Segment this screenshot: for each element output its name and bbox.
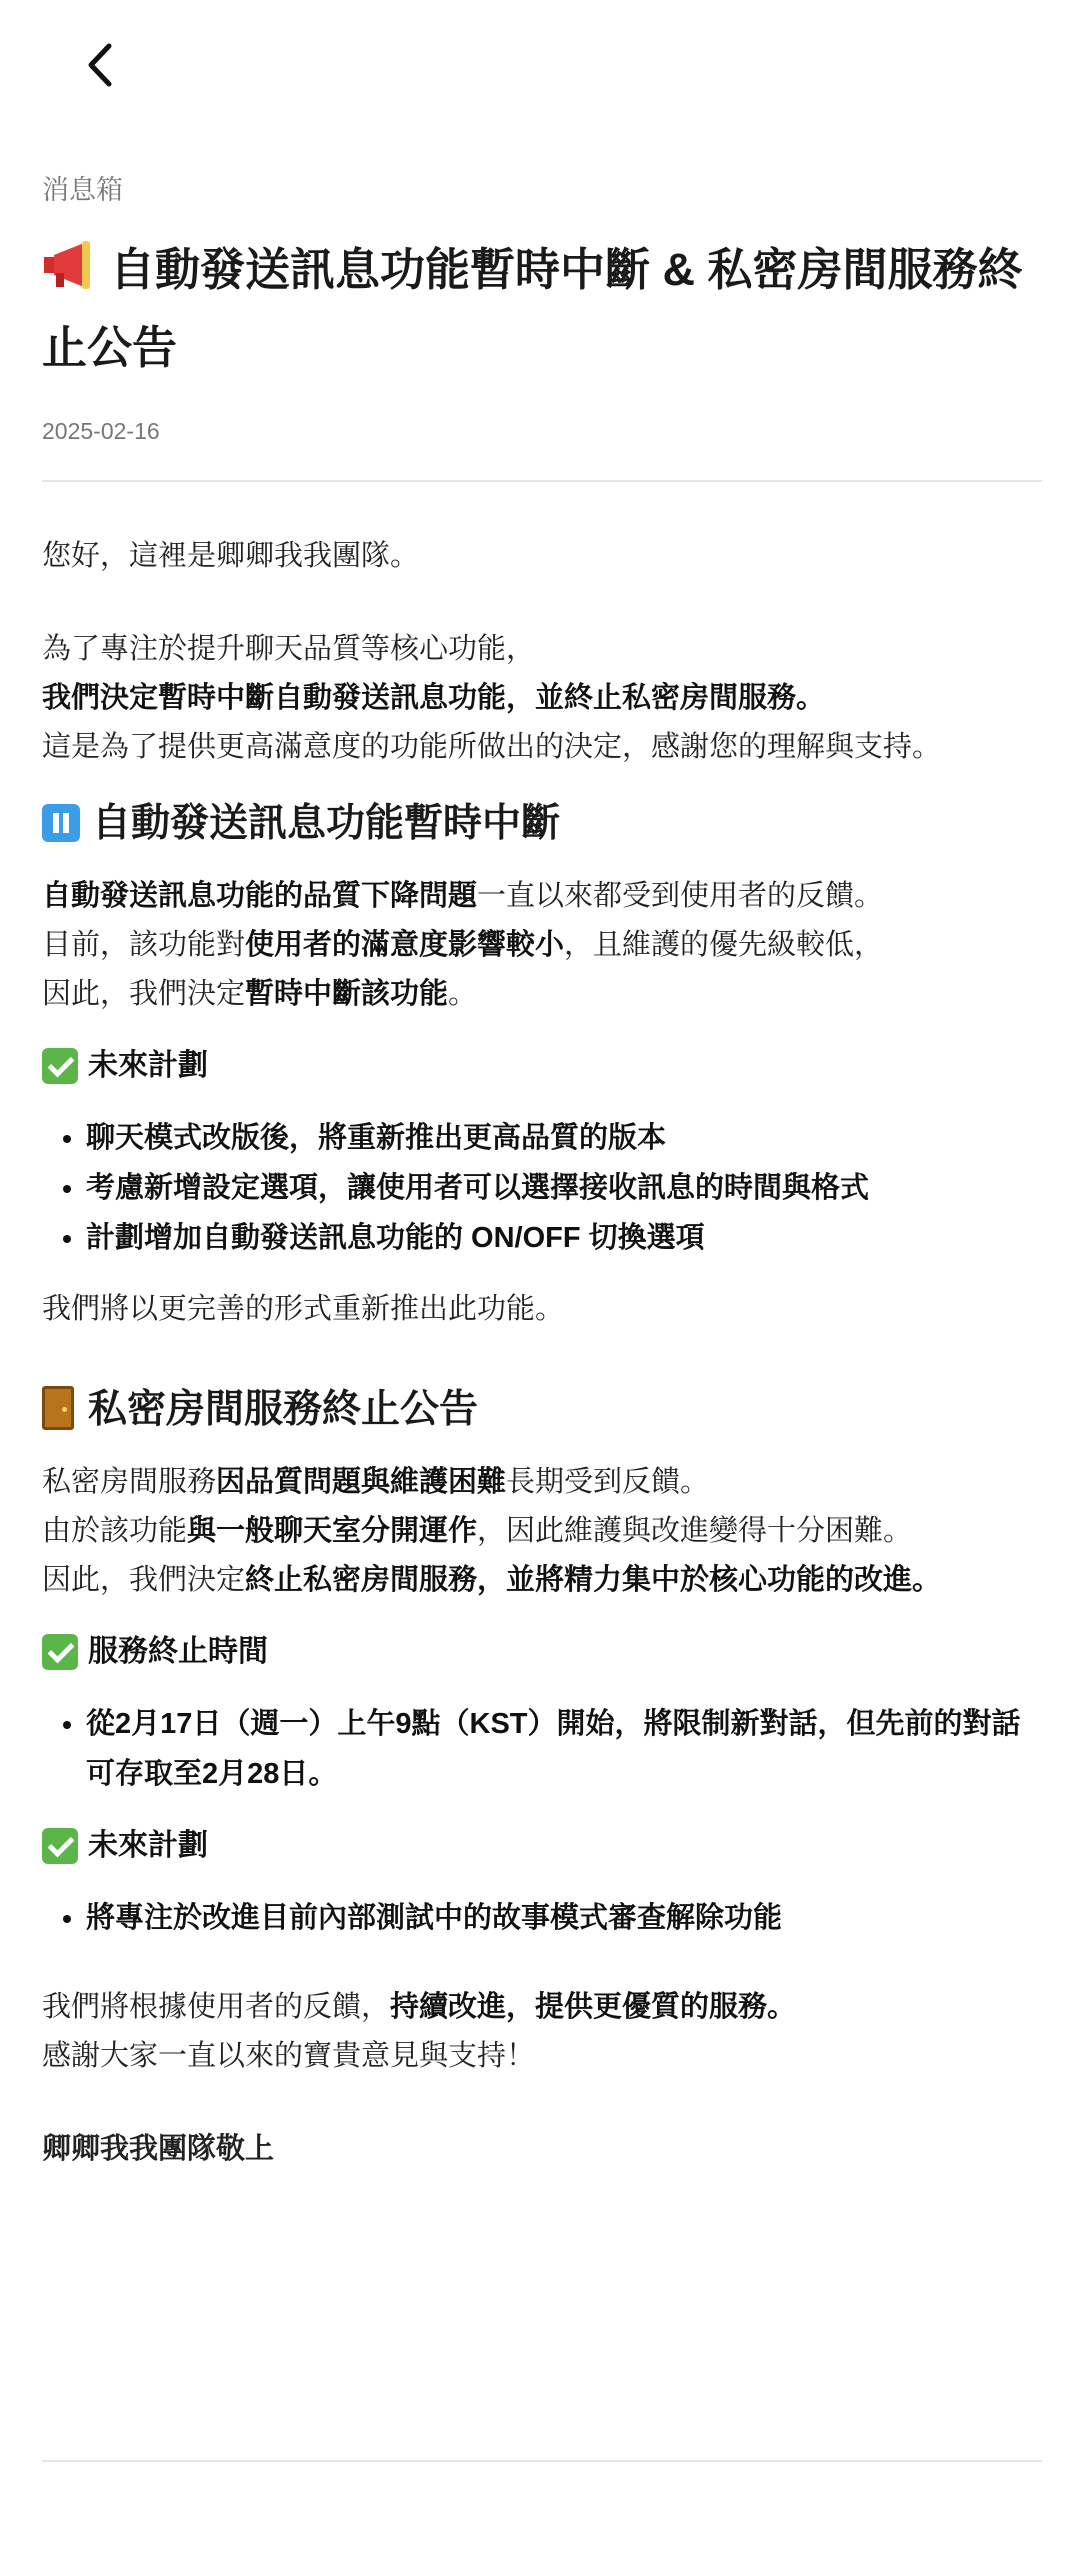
subheading-service-end-time: 服務終止時間: [42, 1627, 1042, 1677]
section1-para-2: 目前，該功能對使用者的滿意度影響較小，且維護的優先級較低，: [42, 929, 884, 961]
back-button[interactable]: [70, 30, 130, 100]
section1-closing: 我們將以更完善的形式重新推出此功能。: [42, 1293, 565, 1325]
closing-line-2: 感謝大家一直以來的寶貴意見與支持！: [42, 2040, 536, 2072]
section2-para-2: 由於該功能與一般聊天室分開運作，因此維護與改進變得十分困難。: [42, 1515, 913, 1547]
divider: [42, 480, 1042, 482]
service-end-list: [42, 1699, 1042, 1799]
title-text: 自動發送訊息功能暫時中斷 & 私密房間服務終止公告: [42, 244, 1023, 373]
future-plan-list-2: [42, 1893, 1042, 1943]
check-mark-icon: [42, 1634, 78, 1670]
list-item: • 將專注於改進目前內部測試中的故事模式審查解除功能: [86, 1893, 1042, 1943]
bottom-divider: [42, 2460, 1042, 2462]
pause-icon: [42, 804, 80, 842]
check-mark-icon: [42, 1048, 78, 1084]
closing-line-1: 我們將根據使用者的反饋，持續改進，提供更優質的服務。: [42, 1991, 797, 2023]
list-item: • 從2月17日（週一）上午9點（KST）開始，將限制新對話，但先前的對話可存取至2月28日。: [86, 1699, 1042, 1799]
check-mark-icon: [42, 1828, 78, 1864]
intro-line-1: 為了專注於提升聊天品質等核心功能，: [42, 633, 536, 665]
list-item: • 聊天模式改版後，將重新推出更高品質的版本: [86, 1113, 1042, 1163]
subheading-future-plan: 未來計劃: [42, 1041, 1042, 1091]
subheading-future-plan-2: 未來計劃: [42, 1821, 1042, 1871]
intro-line-3: 這是為了提供更高滿意度的功能所做出的決定，感謝您的理解與支持。: [42, 731, 942, 763]
greeting: 您好，這裡是卿卿我我團隊。: [42, 540, 420, 572]
megaphone-icon: [42, 239, 98, 312]
section2-para-1: 私密房間服務因品質問題與維護困難長期受到反饋。: [42, 1466, 710, 1498]
list-item: • 考慮新增設定選項，讓使用者可以選擇接收訊息的時間與格式: [86, 1163, 1042, 1213]
breadcrumb[interactable]: 消息箱: [42, 175, 123, 205]
intro-line-2: 我們決定暫時中斷自動發送訊息功能，並終止私密房間服務。: [42, 682, 826, 714]
section1-para-1: 自動發送訊息功能的品質下降問題一直以來都受到使用者的反饋。: [42, 880, 884, 912]
section-heading-auto-message: 自動發送訊息功能暫時中斷: [42, 794, 1042, 854]
section2-para-3: 因此，我們決定終止私密房間服務，並將精力集中於核心功能的改進。: [42, 1564, 942, 1596]
section1-para-3: 因此，我們決定暫時中斷該功能。: [42, 978, 478, 1010]
article-body: [42, 532, 1042, 2174]
signature: 卿卿我我團隊敬上: [42, 2133, 275, 2165]
section-heading-private-room: 私密房間服務終止公告: [42, 1380, 1042, 1440]
article: [42, 170, 1042, 2174]
list-item: • 計劃增加自動發送訊息功能的 ON/OFF 切換選項: [86, 1213, 1042, 1263]
chevron-left-icon: [85, 40, 115, 90]
future-plan-list: [42, 1113, 1042, 1263]
post-date: 2025-02-16: [42, 418, 160, 444]
door-icon: [42, 1386, 74, 1430]
top-bar: [0, 0, 1080, 130]
page-title: [42, 234, 1042, 384]
